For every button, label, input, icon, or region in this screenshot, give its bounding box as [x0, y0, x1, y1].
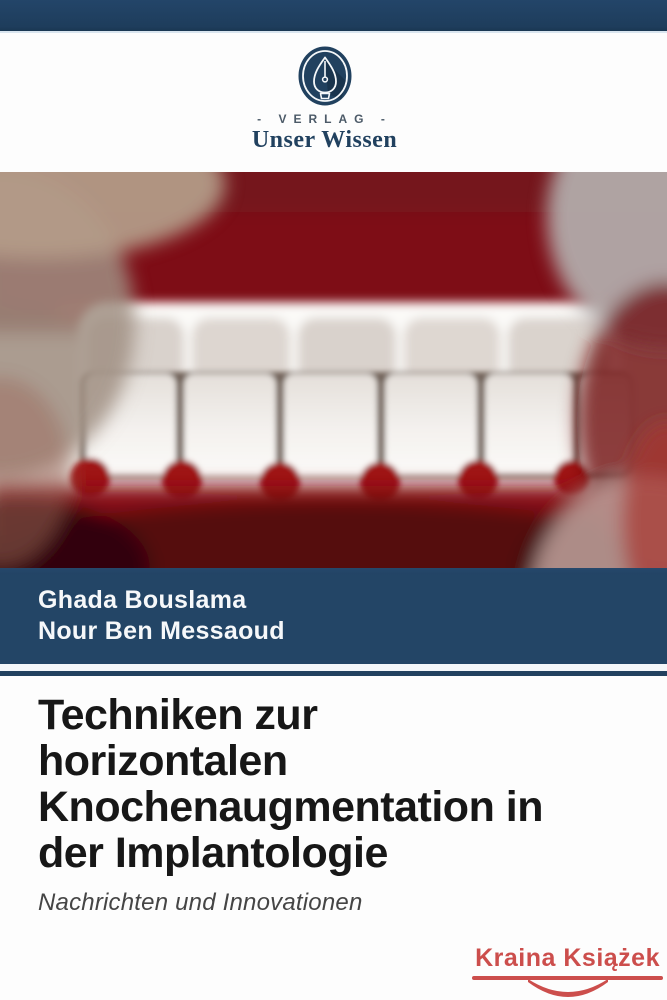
subtitle: Nachrichten und Innovationen — [38, 889, 363, 916]
book-title — [0, 676, 667, 876]
publisher-name: Unser Wissen — [251, 127, 398, 153]
title-line: Techniken zur — [38, 691, 318, 739]
author-name: Nour Ben Messaoud — [38, 617, 285, 645]
publisher-logo-area — [0, 33, 667, 172]
title-line: der Implantologie — [38, 829, 388, 877]
author-bar — [0, 568, 667, 664]
cover-photo-mouth-teeth — [0, 172, 667, 568]
open-book-icon — [526, 979, 610, 997]
title-area — [0, 676, 667, 998]
top-navy-bar — [0, 0, 667, 33]
title-line: horizontalen — [38, 737, 288, 785]
kraina-ksiazek-watermark — [472, 944, 663, 997]
title-line: Knochenaugmentation in — [38, 783, 543, 831]
fountain-pen-nib-icon — [297, 45, 353, 107]
verlag-label: - VERLAG - — [257, 112, 392, 126]
author-name: Ghada Bouslama — [38, 586, 247, 614]
kraina-ksiazek-label: Kraina Książek — [475, 944, 660, 972]
publisher-logo — [252, 45, 397, 154]
separator-white — [0, 664, 667, 671]
